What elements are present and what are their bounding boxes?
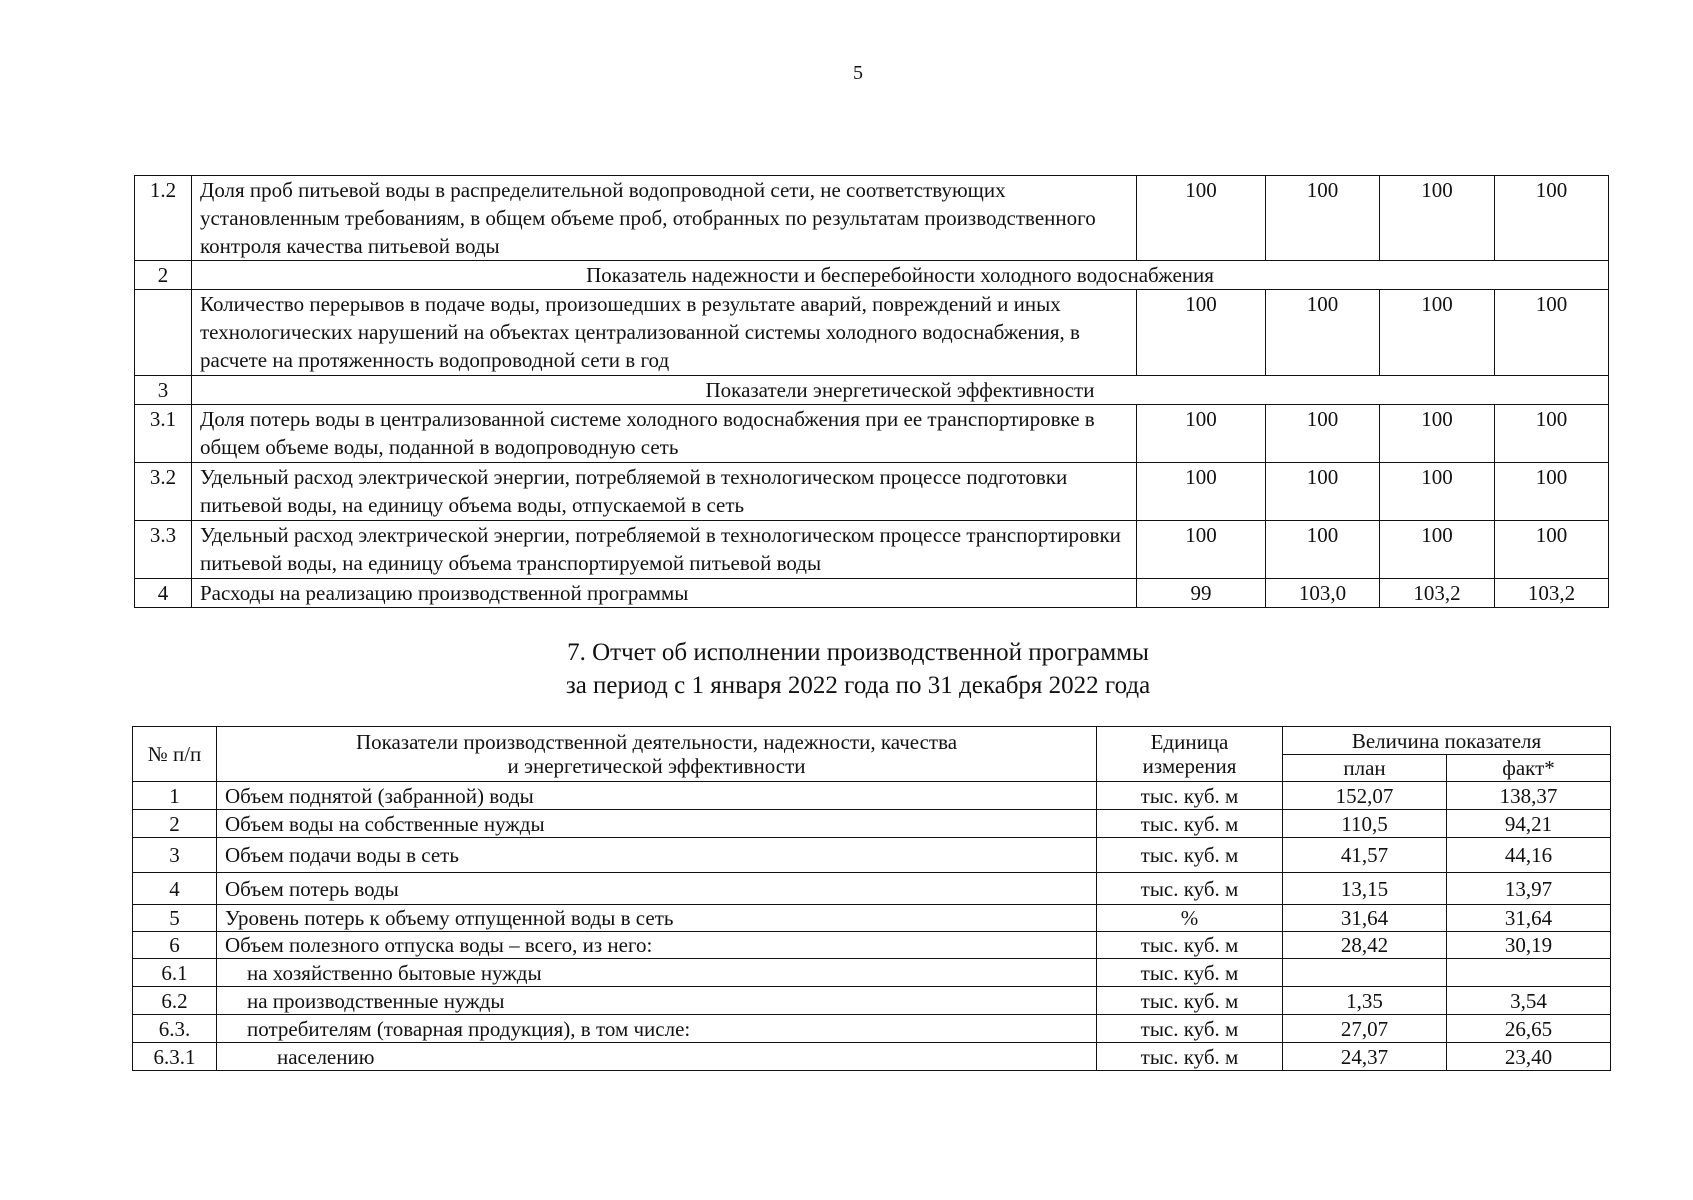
table-row xyxy=(133,838,1611,873)
row-number: 6.2 xyxy=(133,987,217,1015)
page-number: 5 xyxy=(853,62,863,84)
value-cell: 100 xyxy=(1380,521,1495,579)
section-title-line2: за период с 1 января 2022 года по 31 декабря 2022 года xyxy=(565,672,1151,699)
header-unit-line2: измерения xyxy=(1142,754,1237,778)
row-number: 1 xyxy=(133,782,217,810)
table-row xyxy=(135,521,1609,579)
value-cell: 100 xyxy=(1380,290,1495,376)
fact-cell: 31,64 xyxy=(1447,905,1611,932)
fact-cell: 30,19 xyxy=(1447,932,1611,959)
row-number: 6 xyxy=(133,932,217,959)
value-cell: 100 xyxy=(1495,405,1609,463)
table-header-row xyxy=(133,727,1611,755)
indicator-name: Объем потерь воды xyxy=(217,873,1097,905)
plan-cell: 13,15 xyxy=(1283,873,1447,905)
report-table xyxy=(132,726,1611,1071)
plan-cell: 41,57 xyxy=(1283,838,1447,873)
row-number: 3 xyxy=(133,838,217,873)
indicator-text: Количество перерывов в подаче воды, произошедших в результате аварий, повреждений и иных технологических нарушений на объектах централизованной системы холодного водоснабжения, в расчете на протяженность водопроводной сети в год xyxy=(192,290,1137,376)
header-value: Величина показателя xyxy=(1283,727,1611,755)
row-number: 6.3.1 xyxy=(133,1043,217,1071)
row-number: 3.1 xyxy=(135,405,192,463)
value-cell: 103,2 xyxy=(1495,579,1609,608)
table-row xyxy=(135,463,1609,521)
header-plan: план xyxy=(1283,755,1447,782)
indicator-name: Объем полезного отпуска воды – всего, из него: xyxy=(217,932,1097,959)
fact-cell: 3,54 xyxy=(1447,987,1611,1015)
header-indicator-line1: Показатели производственной деятельности, надежности, качества xyxy=(355,730,958,754)
plan-cell: 28,42 xyxy=(1283,932,1447,959)
value-cell: 100 xyxy=(1137,290,1266,376)
unit-cell: тыс. куб. м xyxy=(1097,838,1283,873)
section-heading: Показатели энергетической эффективности xyxy=(192,376,1609,405)
unit-cell: тыс. куб. м xyxy=(1097,959,1283,987)
indicator-name: населению xyxy=(217,1043,1097,1071)
row-number: 3.3 xyxy=(135,521,192,579)
section-heading: Показатель надежности и бесперебойности холодного водоснабжения xyxy=(192,261,1609,290)
section-row xyxy=(135,261,1609,290)
value-cell: 100 xyxy=(1266,521,1380,579)
section-title xyxy=(0,636,1693,702)
unit-cell: тыс. куб. м xyxy=(1097,1015,1283,1043)
header-unit xyxy=(1097,727,1283,782)
unit-cell: тыс. куб. м xyxy=(1097,782,1283,810)
value-cell: 100 xyxy=(1495,176,1609,261)
value-cell: 100 xyxy=(1380,405,1495,463)
value-cell: 100 xyxy=(1495,290,1609,376)
plan-cell: 24,37 xyxy=(1283,1043,1447,1071)
indicator-name: на производственные нужды xyxy=(217,987,1097,1015)
plan-cell: 31,64 xyxy=(1283,905,1447,932)
plan-cell: 110,5 xyxy=(1283,810,1447,838)
value-cell: 100 xyxy=(1380,176,1495,261)
fact-cell xyxy=(1447,959,1611,987)
value-cell: 100 xyxy=(1266,290,1380,376)
table-row xyxy=(133,959,1611,987)
fact-cell: 26,65 xyxy=(1447,1015,1611,1043)
fact-cell: 13,97 xyxy=(1447,873,1611,905)
row-number: 3 xyxy=(135,376,192,405)
indicator-name: Объем подачи воды в сеть xyxy=(217,838,1097,873)
value-cell: 100 xyxy=(1495,463,1609,521)
fact-cell: 44,16 xyxy=(1447,838,1611,873)
table-row xyxy=(133,1043,1611,1071)
row-number: 5 xyxy=(133,905,217,932)
row-number: 6.1 xyxy=(133,959,217,987)
fact-cell: 94,21 xyxy=(1447,810,1611,838)
plan-cell: 152,07 xyxy=(1283,782,1447,810)
row-number: 2 xyxy=(135,261,192,290)
table-row xyxy=(133,810,1611,838)
value-cell: 100 xyxy=(1495,521,1609,579)
value-cell: 100 xyxy=(1137,521,1266,579)
plan-cell xyxy=(1283,959,1447,987)
indicator-name: Объем воды на собственные нужды xyxy=(217,810,1097,838)
indicator-name: потребителям (товарная продукция), в том числе: xyxy=(217,1015,1097,1043)
indicator-name: на хозяйственно бытовые нужды xyxy=(217,959,1097,987)
unit-cell: тыс. куб. м xyxy=(1097,873,1283,905)
table-row xyxy=(133,905,1611,932)
indicator-text: Удельный расход электрической энергии, потребляемой в технологическом процессе подготовки питьевой воды, на единицу объема воды, отпускаемой в сеть xyxy=(192,463,1137,521)
value-cell: 103,0 xyxy=(1266,579,1380,608)
unit-cell: тыс. куб. м xyxy=(1097,1043,1283,1071)
header-fact: факт* xyxy=(1447,755,1611,782)
fact-cell: 23,40 xyxy=(1447,1043,1611,1071)
row-number: 4 xyxy=(135,579,192,608)
header-indicator-line2: и энергетической эффективности xyxy=(507,754,806,778)
row-number: 3.2 xyxy=(135,463,192,521)
row-number xyxy=(135,290,192,376)
plan-cell: 1,35 xyxy=(1283,987,1447,1015)
indicator-name: Объем поднятой (забранной) воды xyxy=(217,782,1097,810)
table-row xyxy=(133,932,1611,959)
unit-cell: тыс. куб. м xyxy=(1097,810,1283,838)
value-cell: 100 xyxy=(1137,176,1266,261)
table-row xyxy=(133,782,1611,810)
unit-cell: тыс. куб. м xyxy=(1097,932,1283,959)
row-number: 1.2 xyxy=(135,176,192,261)
value-cell: 100 xyxy=(1266,405,1380,463)
indicator-text: Удельный расход электрической энергии, потребляемой в технологическом процессе транспортировки питьевой воды, на единицу объема транспортируемой питьевой воды xyxy=(192,521,1137,579)
table-row xyxy=(133,1015,1611,1043)
section-title-line1: 7. Отчет об исполнении производственной программы xyxy=(567,639,1149,666)
table-row xyxy=(133,987,1611,1015)
fact-cell: 138,37 xyxy=(1447,782,1611,810)
value-cell: 103,2 xyxy=(1380,579,1495,608)
row-number: 2 xyxy=(133,810,217,838)
value-cell: 100 xyxy=(1137,405,1266,463)
indicator-text: Доля проб питьевой воды в распределительной водопроводной сети, не соответствующих установленным требованиям, в общем объеме проб, отобранных по результатам производственного контроля качества питьевой воды xyxy=(192,176,1137,261)
plan-cell: 27,07 xyxy=(1283,1015,1447,1043)
indicator-name: Уровень потерь к объему отпущенной воды в сеть xyxy=(217,905,1097,932)
value-cell: 99 xyxy=(1137,579,1266,608)
value-cell: 100 xyxy=(1266,176,1380,261)
table-row xyxy=(133,873,1611,905)
value-cell: 100 xyxy=(1266,463,1380,521)
table-row xyxy=(135,405,1609,463)
indicators-table xyxy=(134,175,1609,608)
table-row xyxy=(135,290,1609,376)
table-row xyxy=(135,579,1609,608)
header-indicator xyxy=(217,727,1097,782)
row-number: 6.3. xyxy=(133,1015,217,1043)
section-row xyxy=(135,376,1609,405)
header-num: № п/п xyxy=(133,727,217,782)
table-row xyxy=(135,176,1609,261)
value-cell: 100 xyxy=(1380,463,1495,521)
row-number: 4 xyxy=(133,873,217,905)
unit-cell: % xyxy=(1097,905,1283,932)
header-unit-line1: Единица xyxy=(1150,730,1229,754)
unit-cell: тыс. куб. м xyxy=(1097,987,1283,1015)
indicator-text: Доля потерь воды в централизованной системе холодного водоснабжения при ее транспортировке в общем объеме воды, поданной в водопроводную сеть xyxy=(192,405,1137,463)
indicator-text: Расходы на реализацию производственной программы xyxy=(192,579,1137,608)
value-cell: 100 xyxy=(1137,463,1266,521)
